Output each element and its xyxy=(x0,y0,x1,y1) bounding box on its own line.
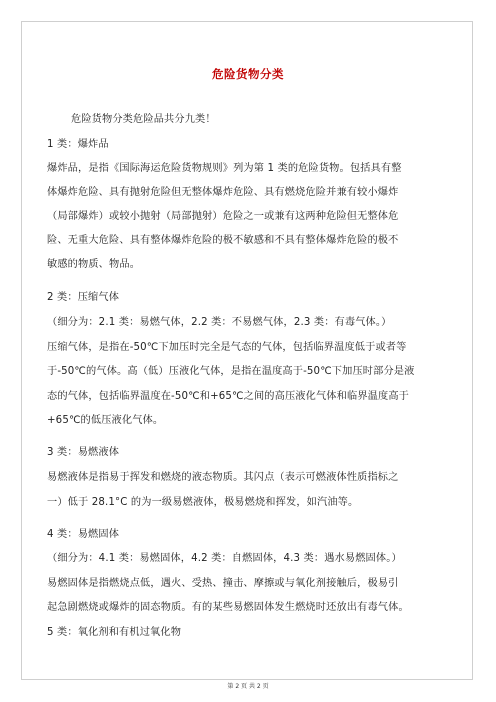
body-line: 态的气体，包括临界温度在-50℃和+65℃之间的高压液化气体和临界温度高于 xyxy=(47,391,410,402)
body-line: （细分为：4.1 类：易燃固体，4.2 类：自燃固体，4.3 类：遇水易燃固体。） xyxy=(47,553,402,564)
section-heading-class-4: 4 类：易燃固体 xyxy=(47,529,120,540)
intro-paragraph: 危险货物分类危险品共分九类！ xyxy=(71,114,216,125)
section-heading-class-2: 2 类：压缩气体 xyxy=(47,292,120,303)
page-footer: 第 2 页 共 2 页 xyxy=(227,683,269,690)
body-line: （局部爆炸）或较小抛射（局部抛射）危险之一或兼有这两种危险但无整体危 xyxy=(47,211,399,222)
body-line: （细分为：2.1 类：易燃气体，2.2 类：不易燃气体，2.3 类：有毒气体。） xyxy=(47,317,392,328)
section-heading-class-5: 5 类：氧化剂和有机过氧化物 xyxy=(47,627,182,638)
body-line: 敏感的物质、物品。 xyxy=(47,259,141,270)
section-heading-class-1: 1 类：爆炸品 xyxy=(47,139,109,150)
body-line: 爆炸品，是指《国际海运危险货物规则》列为第 1 类的危险货物。包括具有整 xyxy=(47,163,402,174)
body-line: 压缩气体，是指在-50℃下加压时完全是气态的气体，包括临界温度低于或者等 xyxy=(47,342,407,353)
body-line: 易燃液体是指易于挥发和燃烧的液态物质。其闪点（表示可燃液体性质指标之 xyxy=(47,472,399,483)
body-line: 体爆炸危险、具有抛射危险但无整体爆炸危险、具有燃烧危险并兼有较小爆炸 xyxy=(47,187,399,198)
body-line: 起急剧燃烧或爆炸的固态物质。有的某些易燃固体发生燃烧时还放出有毒气体。 xyxy=(47,602,409,613)
body-line: 易燃固体是指燃烧点低，遇火、受热、撞击、摩擦或与氧化剂接触后，极易引 xyxy=(47,578,399,589)
body-line: 险、无重大危险、具有整体爆炸危险的极不敏感和不具有整体爆炸危险的极不 xyxy=(47,235,399,246)
document-title: 危险货物分类 xyxy=(212,67,284,81)
body-line: +65℃的低压液化气体。 xyxy=(47,415,164,426)
section-heading-class-3: 3 类：易燃液体 xyxy=(47,447,120,458)
body-line: 于-50℃的气体。高（低）压液化气体，是指在温度高于-50℃下加压时部分是液 xyxy=(47,366,415,377)
body-line: 一）低于 28.1°C 的为一级易燃液体，极易燃烧和挥发，如汽油等。 xyxy=(47,497,359,508)
